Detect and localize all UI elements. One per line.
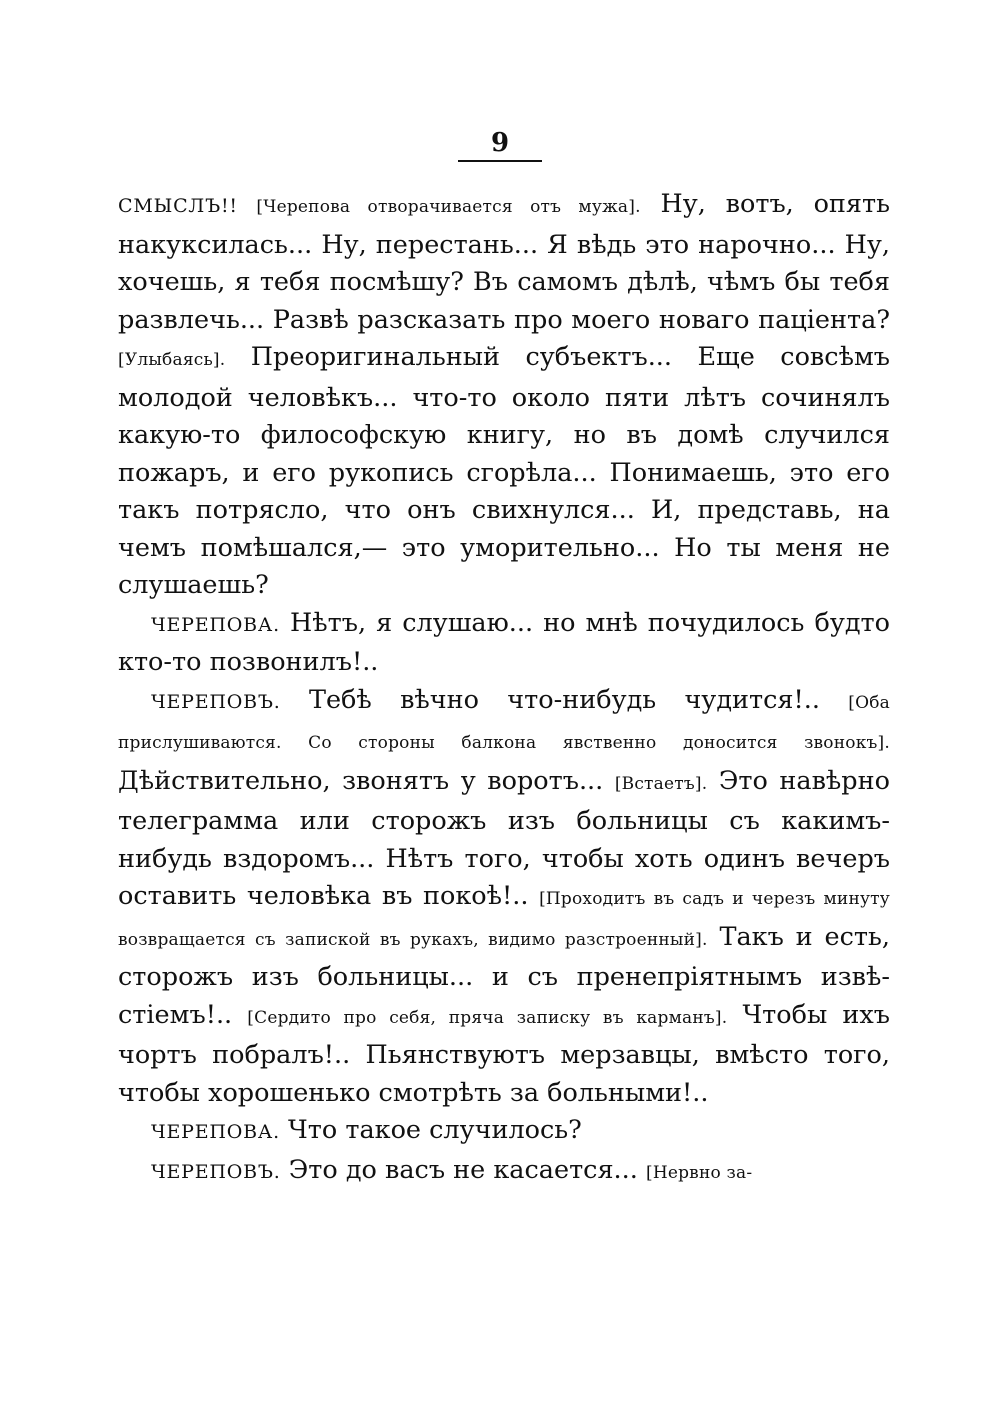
stage-direction: [Улыбаясь]. bbox=[118, 350, 226, 370]
speaker-name: ЧЕРЕПОВЪ. bbox=[151, 1160, 281, 1183]
page-number: 9 bbox=[458, 128, 542, 162]
dialogue-text: Что такое случилось? bbox=[279, 1115, 582, 1145]
stage-direction: [Сердито про себя, пряча записку въ карманъ]. bbox=[247, 1007, 728, 1028]
dialogue-text: Чтобы ихъ чортъ побралъ!.. Пьянствуютъ мерзавцы, вмѣсто того, чтобы хорошенько смотрѣть за больными!.. bbox=[118, 999, 890, 1108]
dialogue-text: Преоригинальный субъектъ... Еще совсѣмъ молодой человѣкъ... что-то около пяти лѣтъ сочинялъ какую-то философскую книгу, но въ домѣ случился пожаръ, и его рукопись сгорѣла... Понимаешь, это его такъ потрясло, что онъ свихнулся... И, представь, на чемъ помѣшался,— это уморительно... Но ты меня не слушаешь? bbox=[118, 342, 890, 600]
stage-direction: [Проходитъ въ садъ и черезъ минуту возвращается съ запиской въ рукахъ, видимо разстроенный]. bbox=[118, 889, 890, 950]
stage-direction: [Черепова отворачивается отъ мужа]. bbox=[256, 197, 641, 217]
stage-direction: [Нервно за- bbox=[645, 1162, 753, 1183]
dialogue-text: Такъ и есть, сторожъ изъ больницы... и съ пренепріятнымъ извѣстіемъ!.. bbox=[118, 921, 890, 1030]
paragraph-cherepova-question bbox=[118, 1112, 890, 1152]
dialogue-text: Это до васъ не касается... bbox=[280, 1154, 646, 1185]
speaker-name: ЧЕРЕПОВА. bbox=[151, 1121, 280, 1143]
page-text bbox=[118, 186, 890, 1192]
dialogue-text: Тебѣ вѣчно что-нибудь чудится!.. bbox=[280, 684, 849, 715]
dialogue-text: Это навѣрно телеграмма или сторожъ изъ больницы съ какимъ-нибудь вздоромъ... Нѣтъ того, чтобы хоть одинъ вечеръ оставить человѣка въ покоѣ!.. bbox=[118, 765, 890, 911]
speaker-name: ЧЕРЕПОВА. bbox=[151, 613, 280, 636]
dialogue-text: Дѣйствительно, звонятъ у воротъ... bbox=[118, 765, 615, 796]
stage-direction: [Оба прислушиваются. Со стороны балкона явственно доносится звонокъ]. bbox=[118, 692, 890, 753]
paragraph-cherepov-answer bbox=[118, 1152, 890, 1193]
dialogue-text: Ну, вотъ, опять накуксилась... Ну, перестань... Я вѣдь это нарочно... Ну, хочешь, я тебя посмѣшу? Въ самомъ дѣлѣ, чѣмъ бы тебя развлечь... Развѣ разсказать про моего новаго паціента? bbox=[118, 189, 891, 335]
speech-fragment: СМЫСЛЪ!! bbox=[118, 195, 257, 217]
paragraph-cherepova-reply bbox=[118, 605, 890, 682]
paragraph-cherepov-speech bbox=[118, 682, 890, 1113]
paragraph-monologue bbox=[118, 186, 890, 605]
dialogue-text: Нѣтъ, я слушаю... но мнѣ почудилось будто кто-то позвонилъ!.. bbox=[118, 607, 890, 677]
stage-direction: [Встаетъ]. bbox=[614, 773, 708, 794]
speaker-name: ЧЕРЕПОВЪ. bbox=[151, 690, 281, 713]
